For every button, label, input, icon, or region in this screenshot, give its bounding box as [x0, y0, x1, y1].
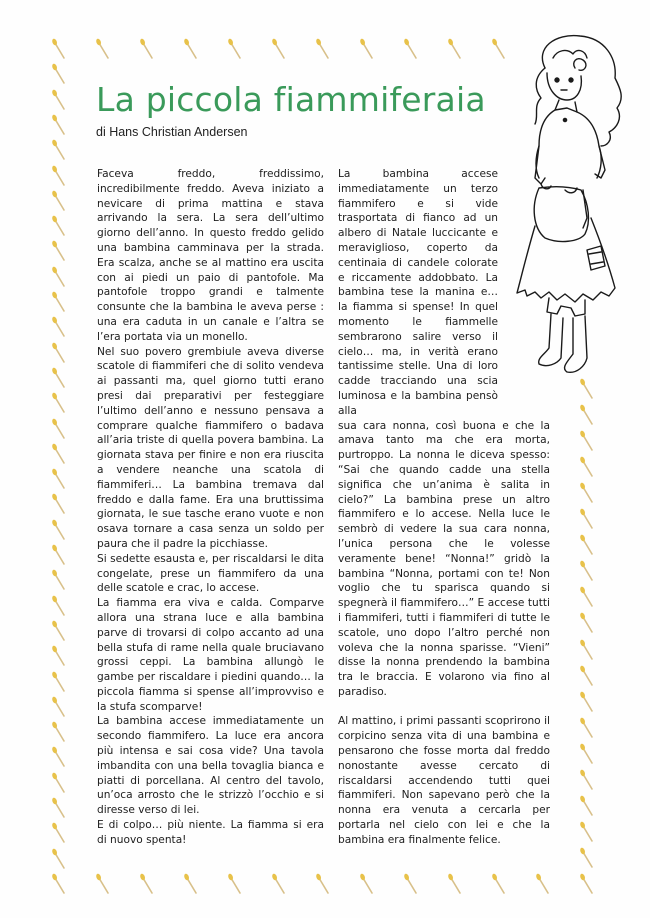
matchstick-icon	[52, 645, 66, 667]
matchstick-icon	[580, 508, 594, 530]
matchstick-icon	[52, 721, 66, 743]
matchstick-icon	[140, 38, 154, 60]
matchstick-icon	[52, 822, 66, 844]
matchstick-icon	[52, 569, 66, 591]
matchstick-icon	[184, 38, 198, 60]
matchstick-icon	[52, 696, 66, 718]
matchstick-icon	[96, 38, 110, 60]
matchstick-icon	[52, 291, 66, 313]
paragraph: Si sedette esausta e, per riscaldarsi le dita congelate, prese un fiammifero da una delle scatole e crac, lo accese.	[97, 552, 324, 595]
matchstick-icon	[580, 430, 594, 452]
matchstick-icon	[580, 639, 594, 661]
matchstick-icon	[52, 240, 66, 262]
matchstick-icon	[52, 38, 66, 60]
matchstick-icon	[580, 404, 594, 426]
matchstick-icon	[492, 38, 506, 60]
matchstick-icon	[52, 114, 66, 136]
matchstick-icon	[580, 456, 594, 478]
paragraph: Nel suo povero grembiule aveva diverse scatole di fiammiferi che di solito vendeva ai passanti ma, quel giorno tutti erano presi dai preparativi per festeggiare l’ultimo dell’anno e nessuno pensava a comprare qualche fiammifero o badava all’aria triste di quella povera bambina. La giornata stava per finire e non era riuscita a vendere neanche una scatola di fiammiferi… La bambina tremava dal freddo e dalla fame. Era una bruttissima giornata, le sue tasche erano vuote e non osava tornare a casa senza un soldo per paura che il padre la picchiasse.	[97, 345, 324, 550]
matchstick-icon	[52, 620, 66, 642]
matchstick-icon	[580, 665, 594, 687]
girl-illustration	[505, 28, 645, 378]
paragraph: Faceva freddo, freddissimo, incredibilmente freddo. Aveva iniziato a nevicare di prima mattina e stava arrivando la sera. La sera dell’ultimo giorno dell’anno. In questo freddo gelido una bambina camminava per la strada. Era scalza, anche se al mattino era uscita con ai piedi un paio di pantofole. Ma pantofole troppo grandi e talmente consunte che la bambina le aveva perse : una era caduta in un canale e l’altra se l’era portata via un monello.	[97, 168, 324, 343]
matchstick-icon	[52, 873, 66, 895]
matchstick-icon	[580, 378, 594, 400]
matchstick-icon	[184, 873, 198, 895]
matchstick-icon	[580, 847, 594, 869]
matchstick-icon	[448, 873, 462, 895]
paragraph: La bambina accese immediatamente un secondo fiammifero. La luce era ancora più intensa e sai cosa vide? Una tavola imbandita con una bella tovaglia bianca e piatti di porcellana. Al centro del tavolo, un’oca arrosto che le strizzò l’occhio e si diresse verso di lei.	[97, 715, 324, 817]
matchstick-icon	[52, 519, 66, 541]
matchstick-icon	[580, 691, 594, 713]
matchstick-icon	[52, 848, 66, 870]
matchstick-icon	[52, 544, 66, 566]
matchstick-icon	[52, 671, 66, 693]
matchstick-icon	[52, 797, 66, 819]
matchstick-icon	[52, 468, 66, 490]
matchstick-icon	[580, 586, 594, 608]
matchstick-icon	[360, 873, 374, 895]
matchstick-icon	[52, 746, 66, 768]
matchstick-icon	[52, 89, 66, 111]
matchstick-icon	[52, 139, 66, 161]
matchstick-icon	[316, 38, 330, 60]
matchstick-icon	[404, 38, 418, 60]
matchstick-icon	[580, 873, 594, 895]
matchstick-icon	[52, 165, 66, 187]
paragraph: La bambina accese immediatamente un terzo fiammifero e si vide trasportata di fianco ad un albero di Natale luccicante e meraviglioso, coperto da centinaia di candele colorate e riccamente addobbato. La bambina tese la manina e… la fiamma si spense! In quel momento le fiammelle sembrarono salire verso il cielo… ma, in verità erano tantissime stelle. Una di loro cadde tracciando una scia luminosa e la bambina pensò alla	[338, 168, 498, 417]
matchstick-icon	[52, 595, 66, 617]
matchstick-icon	[272, 873, 286, 895]
matchstick-icon	[52, 493, 66, 515]
matchstick-icon	[272, 38, 286, 60]
matchstick-icon	[580, 482, 594, 504]
matchstick-icon	[140, 873, 154, 895]
matchstick-icon	[536, 873, 550, 895]
paragraph: E di colpo… più niente. La fiamma si era di nuovo spenta!	[97, 819, 324, 846]
matchstick-icon	[52, 316, 66, 338]
matchstick-icon	[52, 418, 66, 440]
matchstick-icon	[404, 873, 418, 895]
story-title: La piccola fiammiferaia	[96, 80, 486, 119]
matchstick-icon	[52, 63, 66, 85]
matchstick-icon	[228, 873, 242, 895]
matchstick-icon	[580, 612, 594, 634]
matchstick-icon	[52, 772, 66, 794]
paragraph: Al mattino, i primi passanti scoprirono il corpicino senza vita di una bambina e pensarono che fosse morta dal freddo nonostante avesse cercato di riscaldarsi accendendo tutti quei fiammiferi. Non sapevano però che la nonna era venuta a cercarla per portarla nel cielo con lei e che la bambina era finalmente felice.	[338, 715, 550, 846]
left-text-column	[97, 167, 324, 848]
matchstick-icon	[360, 38, 374, 60]
matchstick-icon	[52, 190, 66, 212]
paragraph: La fiamma era viva e calda. Comparve allora una strana luce e alla bambina parve di trovarsi di colpo accanto ad una bella stufa di rame nella quale bruciavano grossi ceppi. La bambina allungò le gambe per riscaldare i piedini quando… la piccola fiamma si spense all’improvviso e la stufa scomparve!	[97, 597, 324, 713]
author-byline: di Hans Christian Andersen	[96, 125, 248, 139]
matchstick-icon	[580, 743, 594, 765]
paragraph: sua cara nonna, così buona e che la amava tanto ma che era morta, purtroppo. La nonna le diceva spesso: “Sai che quando cadde una stella significa che un’anima è salita in cielo?” La bambina prese un altro fiammifero e lo accese. Nella luce le sembrò di vedere la sua cara nonna, l’unica persona che le volesse veramente bene! “Nonna!” gridò la bambina “Nonna, portami con te! Non voglio che tu sparisca quando si spegnerà il fiammifero…” E accese tutti i fiammiferi, tutti i fiammiferi di tutte le scatole, uno dopo l’altro perché non voleva che la nonna sparisse. “Vieni” disse la nonna prendendo la bambina tra le braccia. E volarono via fino al paradiso.	[338, 419, 550, 698]
matchstick-icon	[492, 873, 506, 895]
matchstick-icon	[96, 873, 110, 895]
matchstick-icon	[52, 367, 66, 389]
matchstick-icon	[52, 443, 66, 465]
matchstick-icon	[228, 38, 242, 60]
matchstick-icon	[52, 392, 66, 414]
matchstick-icon	[580, 560, 594, 582]
paragraph-gap	[338, 700, 550, 715]
matchstick-icon	[316, 873, 330, 895]
matchstick-icon	[580, 769, 594, 791]
matchstick-icon	[580, 795, 594, 817]
matchstick-icon	[580, 821, 594, 843]
matchstick-icon	[448, 38, 462, 60]
matchstick-icon	[580, 717, 594, 739]
matchstick-icon	[52, 215, 66, 237]
matchstick-icon	[580, 534, 594, 556]
matchstick-icon	[52, 266, 66, 288]
matchstick-icon	[52, 342, 66, 364]
